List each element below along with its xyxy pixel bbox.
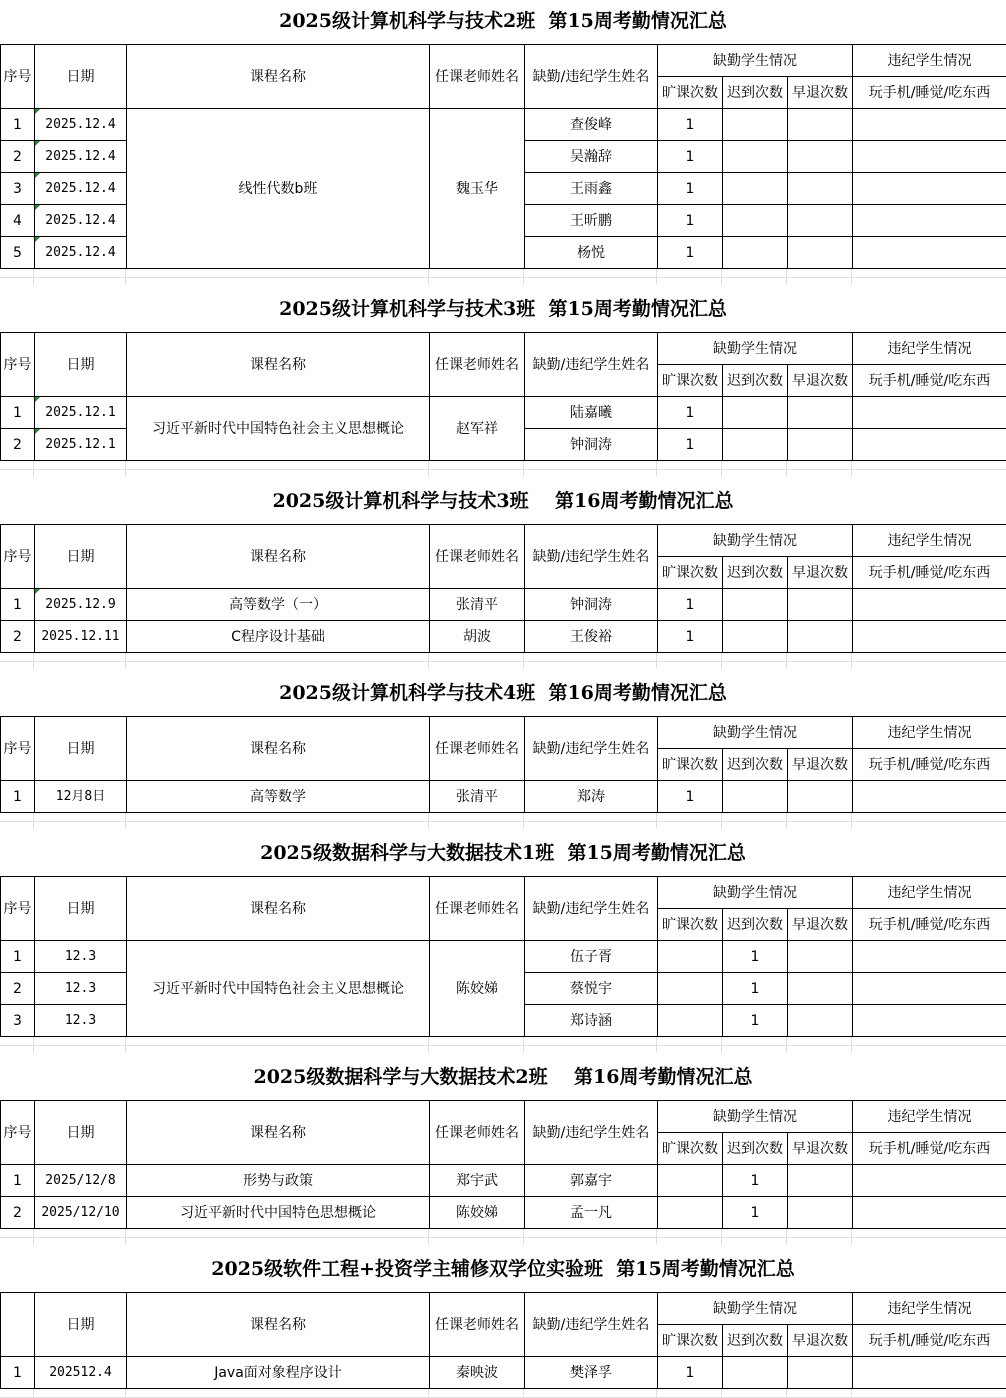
gridline	[428, 269, 429, 285]
cell-late	[723, 397, 788, 429]
header-row	[1, 1293, 1006, 1325]
header-misconduct: 玩手机/睡觉/吃东西	[853, 77, 1006, 109]
cell-student: 吴瀚辞	[525, 141, 658, 173]
cell-late	[723, 621, 788, 653]
table-row	[1, 397, 1006, 429]
header-student: 缺勤/违纪学生姓名	[525, 877, 658, 941]
cell-early	[788, 1197, 853, 1229]
gridline	[851, 1229, 852, 1245]
cell-misconduct	[853, 1165, 1006, 1197]
header-early: 早退次数	[788, 77, 853, 109]
header-student: 缺勤/违纪学生姓名	[525, 717, 658, 781]
gridline	[0, 661, 1006, 662]
header-student: 缺勤/违纪学生姓名	[525, 525, 658, 589]
header-absence-group: 缺勤学生情况	[658, 1293, 853, 1325]
cell-truant	[658, 973, 723, 1005]
cell-date: 2025.12.1	[35, 429, 127, 461]
header-discipline-group: 违纪学生情况	[853, 525, 1006, 557]
header-course: 课程名称	[127, 1101, 430, 1165]
header-seq: 序号	[1, 877, 35, 941]
gridline	[656, 461, 657, 477]
header-discipline-group: 违纪学生情况	[853, 717, 1006, 749]
header-teacher: 任课老师姓名	[430, 525, 525, 589]
cell-seq: 1	[1, 109, 35, 141]
header-date: 日期	[35, 1101, 127, 1165]
cell-misconduct	[853, 1005, 1006, 1037]
cell-truant: 1	[658, 429, 723, 461]
cell-seq: 4	[1, 205, 35, 237]
cell-student: 郭嘉宇	[525, 1165, 658, 1197]
gridline	[428, 461, 429, 477]
table-row	[1, 1357, 1006, 1389]
gridline	[523, 653, 524, 669]
header-late: 迟到次数	[723, 749, 788, 781]
gridline	[851, 653, 852, 669]
header-course: 课程名称	[127, 525, 430, 589]
gridline	[33, 269, 34, 285]
cell-misconduct	[853, 205, 1006, 237]
cell-misconduct	[853, 941, 1006, 973]
header-course: 课程名称	[127, 1293, 430, 1357]
gridline	[33, 653, 34, 669]
header-discipline-group: 违纪学生情况	[853, 333, 1006, 365]
cell-early	[788, 109, 853, 141]
cell-course: 习近平新时代中国特色社会主义思想概论	[127, 941, 430, 1037]
cell-early	[788, 429, 853, 461]
cell-date: 2025/12/8	[35, 1165, 127, 1197]
gridline	[851, 269, 852, 285]
cell-seq: 2	[1, 141, 35, 173]
header-truant: 旷课次数	[658, 1325, 723, 1357]
header-seq: 序号	[1, 717, 35, 781]
cell-course: 形势与政策	[127, 1165, 430, 1197]
cell-course: 线性代数b班	[127, 109, 430, 269]
header-row	[1, 877, 1006, 909]
cell-date: 2025.12.4	[35, 205, 127, 237]
table-row	[1, 781, 1006, 813]
gridline	[721, 813, 722, 829]
cell-late: 1	[723, 1197, 788, 1229]
gridline	[125, 653, 126, 669]
cell-truant	[658, 1005, 723, 1037]
gridline	[125, 269, 126, 285]
section-title: 2025级数据科学与大数据技术2班 第16周考勤情况汇总	[253, 1066, 753, 1088]
header-teacher: 任课老师姓名	[430, 333, 525, 397]
header-absence-group: 缺勤学生情况	[658, 877, 853, 909]
cell-truant: 1	[658, 173, 723, 205]
cell-misconduct	[853, 1197, 1006, 1229]
header-truant: 旷课次数	[658, 365, 723, 397]
header-misconduct: 玩手机/睡觉/吃东西	[853, 749, 1006, 781]
cell-course: 习近平新时代中国特色思想概论	[127, 1197, 430, 1229]
cell-early	[788, 1357, 853, 1389]
cell-early	[788, 781, 853, 813]
cell-misconduct	[853, 429, 1006, 461]
cell-seq: 1	[1, 941, 35, 973]
header-teacher: 任课老师姓名	[430, 717, 525, 781]
header-seq: 序号	[1, 1101, 35, 1165]
section-title: 2025级计算机科学与技术3班 第16周考勤情况汇总	[272, 490, 734, 512]
cell-student: 伍子胥	[525, 941, 658, 973]
cell-course: 高等数学	[127, 781, 430, 813]
cell-late	[723, 589, 788, 621]
cell-date: 2025.12.4	[35, 237, 127, 269]
cell-late: 1	[723, 973, 788, 1005]
header-truant: 旷课次数	[658, 1133, 723, 1165]
header-seq	[1, 1293, 35, 1357]
gridline	[33, 1037, 34, 1053]
gridline	[523, 461, 524, 477]
header-row	[1, 525, 1006, 557]
header-discipline-group: 违纪学生情况	[853, 45, 1006, 77]
gridline	[786, 1037, 787, 1053]
header-absence-group: 缺勤学生情况	[658, 333, 853, 365]
header-date: 日期	[35, 717, 127, 781]
cell-student: 郑涛	[525, 781, 658, 813]
header-seq: 序号	[1, 45, 35, 109]
cell-seq: 2	[1, 429, 35, 461]
header-teacher: 任课老师姓名	[430, 45, 525, 109]
cell-date: 2025.12.4	[35, 109, 127, 141]
header-truant: 旷课次数	[658, 909, 723, 941]
cell-early	[788, 205, 853, 237]
attendance-table	[0, 876, 1006, 1037]
cell-truant	[658, 941, 723, 973]
header-late: 迟到次数	[723, 365, 788, 397]
header-student: 缺勤/违纪学生姓名	[525, 1101, 658, 1165]
cell-seq: 5	[1, 237, 35, 269]
attendance-table	[0, 1292, 1006, 1389]
cell-date: 12.3	[35, 973, 127, 1005]
cell-truant: 1	[658, 589, 723, 621]
cell-date: 2025.12.11	[35, 621, 127, 653]
header-teacher: 任课老师姓名	[430, 877, 525, 941]
cell-late	[723, 141, 788, 173]
gridline	[0, 1045, 1006, 1046]
cell-teacher: 张清平	[430, 589, 525, 621]
cell-student: 杨悦	[525, 237, 658, 269]
table-row	[1, 1197, 1006, 1229]
cell-truant: 1	[658, 621, 723, 653]
gridline	[125, 1229, 126, 1245]
gridline	[721, 653, 722, 669]
cell-misconduct	[853, 781, 1006, 813]
cell-seq: 1	[1, 397, 35, 429]
header-misconduct: 玩手机/睡觉/吃东西	[853, 365, 1006, 397]
cell-misconduct	[853, 237, 1006, 269]
cell-truant: 1	[658, 781, 723, 813]
gridline	[721, 1229, 722, 1245]
header-seq: 序号	[1, 333, 35, 397]
table-row	[1, 1165, 1006, 1197]
cell-misconduct	[853, 141, 1006, 173]
attendance-table	[0, 332, 1006, 461]
header-discipline-group: 违纪学生情况	[853, 1101, 1006, 1133]
gridline	[656, 1229, 657, 1245]
gridline	[0, 821, 1006, 822]
gridline	[851, 1389, 852, 1398]
cell-date: 12.3	[35, 1005, 127, 1037]
header-date: 日期	[35, 45, 127, 109]
cell-seq: 1	[1, 1165, 35, 1197]
gridline	[851, 1037, 852, 1053]
cell-seq: 3	[1, 173, 35, 205]
gridline	[721, 269, 722, 285]
cell-seq: 2	[1, 621, 35, 653]
cell-teacher: 胡波	[430, 621, 525, 653]
gridline	[786, 1389, 787, 1398]
header-absence-group: 缺勤学生情况	[658, 525, 853, 557]
gridline	[125, 1037, 126, 1053]
gridline	[786, 461, 787, 477]
header-date: 日期	[35, 525, 127, 589]
cell-truant: 1	[658, 109, 723, 141]
header-course: 课程名称	[127, 45, 430, 109]
attendance-table	[0, 716, 1006, 813]
header-teacher: 任课老师姓名	[430, 1293, 525, 1357]
header-absence-group: 缺勤学生情况	[658, 717, 853, 749]
cell-late: 1	[723, 941, 788, 973]
header-date: 日期	[35, 877, 127, 941]
cell-seq: 1	[1, 1357, 35, 1389]
header-late: 迟到次数	[723, 77, 788, 109]
header-date: 日期	[35, 1293, 127, 1357]
cell-misconduct	[853, 589, 1006, 621]
table-row	[1, 941, 1006, 973]
gridline	[428, 1229, 429, 1245]
cell-student: 樊泽孚	[525, 1357, 658, 1389]
gridline	[428, 1037, 429, 1053]
cell-seq: 2	[1, 973, 35, 1005]
cell-early	[788, 237, 853, 269]
cell-late	[723, 1357, 788, 1389]
header-early: 早退次数	[788, 749, 853, 781]
cell-late: 1	[723, 1005, 788, 1037]
cell-early	[788, 1005, 853, 1037]
cell-course: 习近平新时代中国特色社会主义思想概论	[127, 397, 430, 461]
cell-early	[788, 141, 853, 173]
cell-truant: 1	[658, 205, 723, 237]
gridline	[428, 1389, 429, 1398]
header-row	[1, 1101, 1006, 1133]
gridline	[786, 813, 787, 829]
section-title: 2025级软件工程+投资学主辅修双学位实验班 第15周考勤情况汇总	[211, 1258, 795, 1280]
gridline	[656, 1389, 657, 1398]
cell-truant	[658, 1197, 723, 1229]
table-row	[1, 109, 1006, 141]
gridline	[656, 269, 657, 285]
cell-misconduct	[853, 973, 1006, 1005]
header-early: 早退次数	[788, 557, 853, 589]
cell-seq: 3	[1, 1005, 35, 1037]
header-course: 课程名称	[127, 333, 430, 397]
cell-student: 郑诗涵	[525, 1005, 658, 1037]
section-title: 2025级计算机科学与技术2班 第15周考勤情况汇总	[279, 10, 727, 32]
gridline	[721, 1037, 722, 1053]
cell-date: 2025.12.1	[35, 397, 127, 429]
cell-course: C程序设计基础	[127, 621, 430, 653]
section-title: 2025级计算机科学与技术3班 第15周考勤情况汇总	[279, 298, 727, 320]
header-misconduct: 玩手机/睡觉/吃东西	[853, 557, 1006, 589]
header-misconduct: 玩手机/睡觉/吃东西	[853, 1133, 1006, 1165]
cell-late	[723, 109, 788, 141]
cell-late	[723, 429, 788, 461]
cell-teacher: 陈姣娣	[430, 1197, 525, 1229]
gridline	[721, 1389, 722, 1398]
gridline	[33, 1229, 34, 1245]
cell-student: 钟洞涛	[525, 429, 658, 461]
cell-student: 王昕鹏	[525, 205, 658, 237]
attendance-table	[0, 1100, 1006, 1229]
gridline	[656, 653, 657, 669]
cell-early	[788, 397, 853, 429]
cell-teacher: 郑宇武	[430, 1165, 525, 1197]
cell-teacher: 魏玉华	[430, 109, 525, 269]
cell-truant: 1	[658, 397, 723, 429]
cell-teacher: 张清平	[430, 781, 525, 813]
header-late: 迟到次数	[723, 557, 788, 589]
header-early: 早退次数	[788, 1325, 853, 1357]
cell-truant: 1	[658, 1357, 723, 1389]
attendance-table	[0, 44, 1006, 269]
table-row	[1, 589, 1006, 621]
cell-truant	[658, 1165, 723, 1197]
cell-early	[788, 973, 853, 1005]
header-row	[1, 333, 1006, 365]
header-misconduct: 玩手机/睡觉/吃东西	[853, 1325, 1006, 1357]
header-student: 缺勤/违纪学生姓名	[525, 333, 658, 397]
gridline	[125, 813, 126, 829]
header-late: 迟到次数	[723, 1325, 788, 1357]
cell-seq: 1	[1, 589, 35, 621]
gridline	[786, 1229, 787, 1245]
cell-misconduct	[853, 173, 1006, 205]
header-early: 早退次数	[788, 1133, 853, 1165]
gridline	[523, 1389, 524, 1398]
header-row	[1, 717, 1006, 749]
cell-early	[788, 941, 853, 973]
gridline	[523, 1037, 524, 1053]
header-seq: 序号	[1, 525, 35, 589]
cell-date: 12.3	[35, 941, 127, 973]
gridline	[523, 269, 524, 285]
cell-misconduct	[853, 1357, 1006, 1389]
header-row	[1, 45, 1006, 77]
header-course: 课程名称	[127, 877, 430, 941]
gridline	[523, 1229, 524, 1245]
gridline	[33, 461, 34, 477]
cell-truant: 1	[658, 141, 723, 173]
gridline	[656, 1037, 657, 1053]
cell-date: 202512.4	[35, 1357, 127, 1389]
cell-student: 陆嘉曦	[525, 397, 658, 429]
header-student: 缺勤/违纪学生姓名	[525, 1293, 658, 1357]
header-date: 日期	[35, 333, 127, 397]
gridline	[33, 1389, 34, 1398]
header-absence-group: 缺勤学生情况	[658, 1101, 853, 1133]
cell-course: 高等数学（一）	[127, 589, 430, 621]
cell-misconduct	[853, 397, 1006, 429]
cell-misconduct	[853, 109, 1006, 141]
cell-date: 2025.12.4	[35, 141, 127, 173]
cell-teacher: 赵军祥	[430, 397, 525, 461]
attendance-table	[0, 524, 1006, 653]
cell-early	[788, 173, 853, 205]
section-title: 2025级数据科学与大数据技术1班 第15周考勤情况汇总	[260, 842, 746, 864]
cell-late: 1	[723, 1165, 788, 1197]
header-misconduct: 玩手机/睡觉/吃东西	[853, 909, 1006, 941]
section-title: 2025级计算机科学与技术4班 第16周考勤情况汇总	[279, 682, 727, 704]
cell-late	[723, 173, 788, 205]
header-early: 早退次数	[788, 365, 853, 397]
cell-teacher: 秦映波	[430, 1357, 525, 1389]
header-early: 早退次数	[788, 909, 853, 941]
cell-teacher: 陈姣娣	[430, 941, 525, 1037]
gridline	[656, 813, 657, 829]
cell-student: 钟洞涛	[525, 589, 658, 621]
header-truant: 旷课次数	[658, 749, 723, 781]
cell-seq: 2	[1, 1197, 35, 1229]
cell-early	[788, 621, 853, 653]
cell-misconduct	[853, 621, 1006, 653]
header-late: 迟到次数	[723, 909, 788, 941]
cell-seq: 1	[1, 781, 35, 813]
gridline	[523, 813, 524, 829]
header-student: 缺勤/违纪学生姓名	[525, 45, 658, 109]
gridline	[851, 813, 852, 829]
cell-student: 王俊裕	[525, 621, 658, 653]
cell-student: 王雨鑫	[525, 173, 658, 205]
cell-date: 12月8日	[35, 781, 127, 813]
gridline	[125, 461, 126, 477]
gridline	[721, 461, 722, 477]
gridline	[786, 269, 787, 285]
header-teacher: 任课老师姓名	[430, 1101, 525, 1165]
gridline	[851, 461, 852, 477]
cell-late	[723, 237, 788, 269]
gridline	[0, 277, 1006, 278]
cell-date: 2025.12.9	[35, 589, 127, 621]
gridline	[0, 469, 1006, 470]
gridline	[125, 1389, 126, 1398]
cell-late	[723, 781, 788, 813]
gridline	[786, 653, 787, 669]
cell-student: 蔡悦宇	[525, 973, 658, 1005]
cell-date: 2025.12.4	[35, 173, 127, 205]
cell-late	[723, 205, 788, 237]
cell-date: 2025/12/10	[35, 1197, 127, 1229]
gridline	[0, 1237, 1006, 1238]
cell-student: 查俊峰	[525, 109, 658, 141]
cell-early	[788, 1165, 853, 1197]
header-absence-group: 缺勤学生情况	[658, 45, 853, 77]
cell-early	[788, 589, 853, 621]
gridline	[428, 653, 429, 669]
table-row	[1, 621, 1006, 653]
header-truant: 旷课次数	[658, 77, 723, 109]
cell-course: Java面对象程序设计	[127, 1357, 430, 1389]
gridline	[428, 813, 429, 829]
cell-truant: 1	[658, 237, 723, 269]
header-discipline-group: 违纪学生情况	[853, 1293, 1006, 1325]
header-truant: 旷课次数	[658, 557, 723, 589]
gridline	[33, 813, 34, 829]
header-discipline-group: 违纪学生情况	[853, 877, 1006, 909]
header-course: 课程名称	[127, 717, 430, 781]
header-late: 迟到次数	[723, 1133, 788, 1165]
cell-student: 孟一凡	[525, 1197, 658, 1229]
